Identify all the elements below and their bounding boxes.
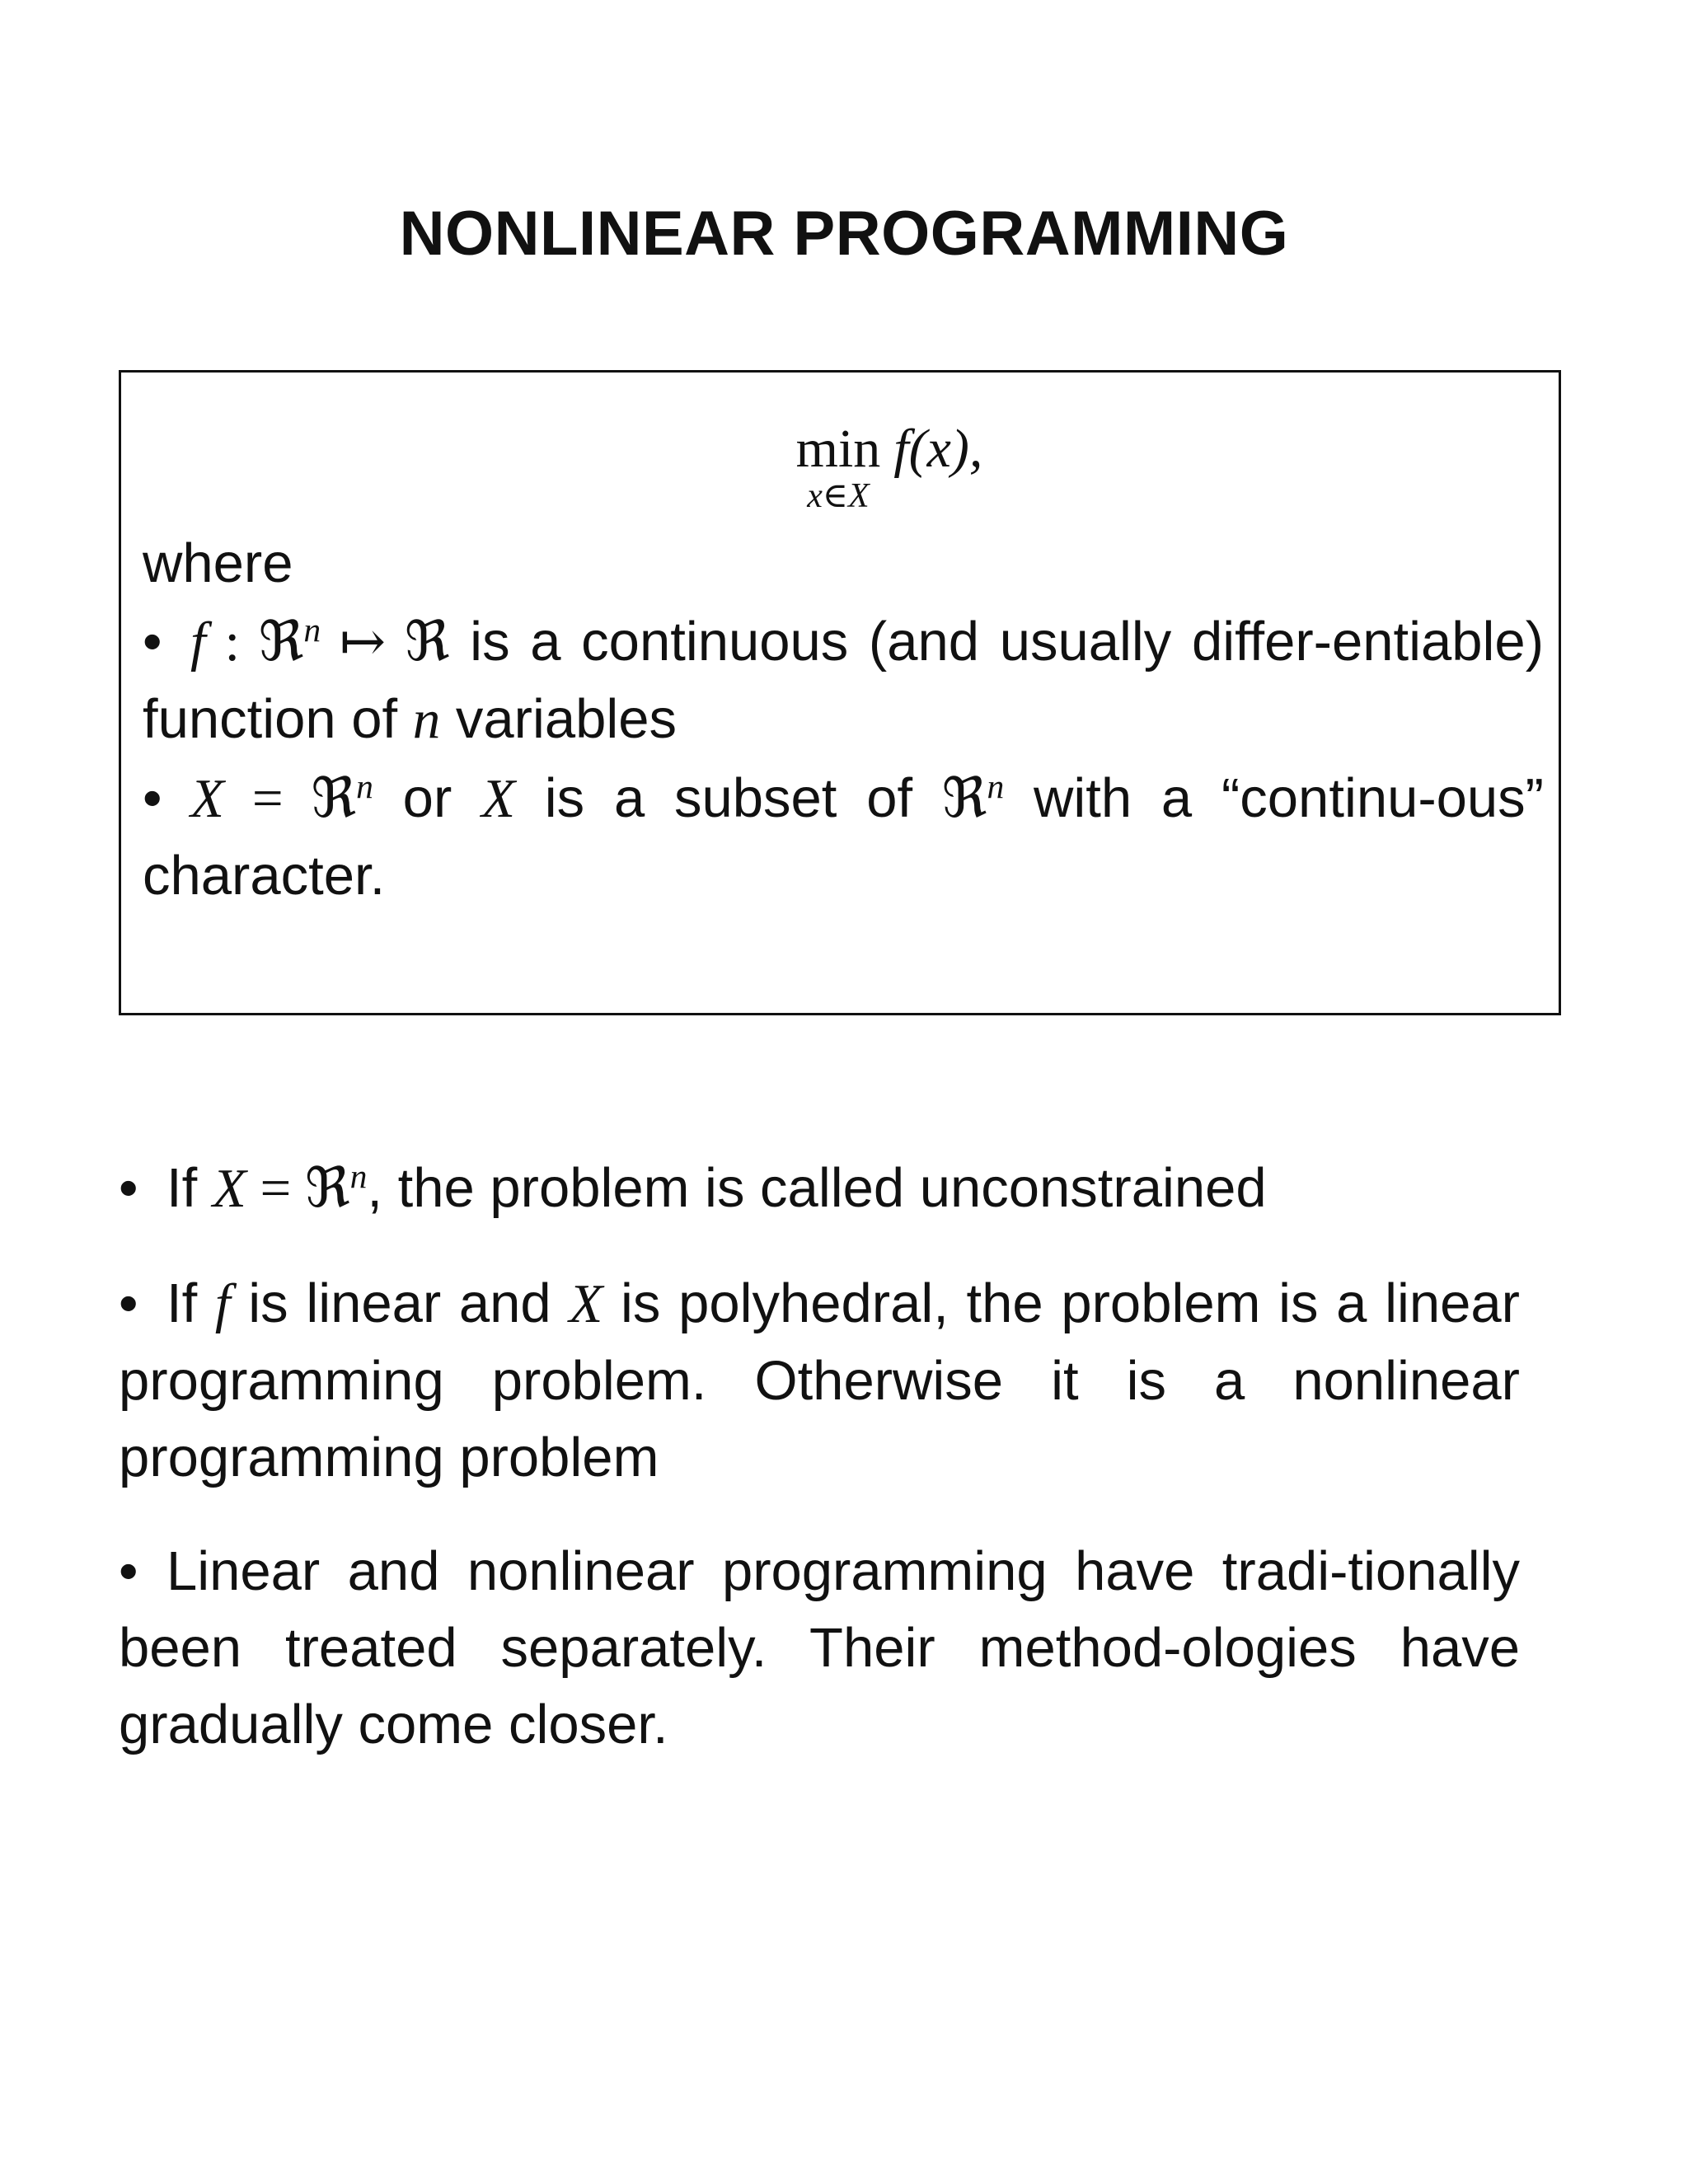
bullet-text: Linear and nonlinear programming have tradi-tionally been treated separately. Their method-ologies have gradually come closer. xyxy=(119,1540,1520,1755)
bullet-text: If xyxy=(166,1157,213,1219)
objective-function: f(x), xyxy=(893,419,983,479)
bullet-text: variables xyxy=(440,688,678,750)
bullet-dot: • xyxy=(143,767,162,829)
bullet-text: , the problem is called unconstrained xyxy=(367,1157,1267,1219)
min-subscript: x∈X xyxy=(807,477,870,515)
symbol-f: f xyxy=(214,1273,231,1334)
symbol-equals: = xyxy=(223,768,312,829)
symbol-reals: ℜ xyxy=(941,766,987,830)
symbol-reals: ℜ xyxy=(311,766,357,830)
symbol-n-sup: n xyxy=(303,611,321,649)
bullet-methodologies xyxy=(119,1533,1520,1763)
bullet-dot: • xyxy=(119,1157,138,1219)
bullet-text: If xyxy=(166,1272,215,1334)
where-label: where xyxy=(143,532,293,594)
symbol-reals: ℜ xyxy=(305,1155,350,1220)
bullet-dot: • xyxy=(119,1540,138,1602)
symbol-X: X xyxy=(569,1273,603,1334)
symbol-reals: ℜ xyxy=(258,609,304,673)
min-word: min xyxy=(795,419,881,479)
box-bullet-set xyxy=(143,760,1544,914)
symbol-colon: : xyxy=(205,612,259,673)
bullet-text: or xyxy=(373,767,482,829)
optimization-formula xyxy=(121,419,1559,516)
bullet-text: is a continuous (and usually differ-entiable) function of xyxy=(143,611,1544,750)
min-operator xyxy=(795,419,881,516)
bullet-linear-programming xyxy=(119,1265,1520,1496)
symbol-equals: = xyxy=(246,1158,306,1219)
symbol-n: n xyxy=(412,689,441,750)
definition-box xyxy=(119,370,1561,1015)
bullet-text: with a “continu-ous” character. xyxy=(143,767,1544,907)
symbol-mapsto: ↦ xyxy=(321,612,405,673)
bullet-text: is polyhedral, the problem is a linear programming problem. Otherwise it is a nonlinear programming problem xyxy=(119,1272,1520,1488)
symbol-n-sup: n xyxy=(349,1157,368,1196)
bullet-dot: • xyxy=(119,1272,138,1334)
symbol-f: f xyxy=(190,612,206,673)
symbol-X: X xyxy=(190,768,224,829)
page-title: NONLINEAR PROGRAMMING xyxy=(399,199,1289,269)
symbol-X: X xyxy=(481,768,515,829)
bullet-unconstrained xyxy=(119,1150,1520,1227)
symbol-n-sup: n xyxy=(987,767,1005,806)
bullet-text: is a subset of xyxy=(515,767,942,829)
symbol-reals: ℜ xyxy=(404,609,450,673)
symbol-X: X xyxy=(212,1158,246,1219)
bullet-text: is linear and xyxy=(230,1272,570,1334)
symbol-n-sup: n xyxy=(356,767,373,806)
bullet-dot: • xyxy=(143,611,162,673)
box-bullet-function xyxy=(143,603,1544,758)
